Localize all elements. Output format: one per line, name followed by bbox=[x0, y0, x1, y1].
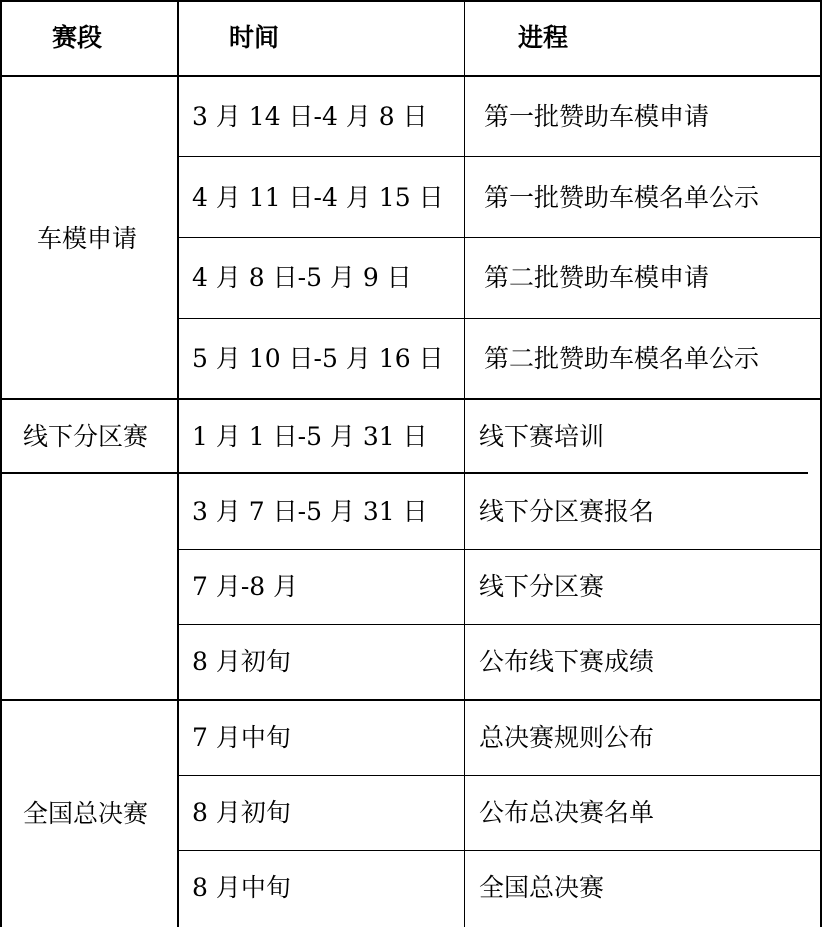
time-cell: 3 月 14 日-4 月 8 日 bbox=[192, 102, 428, 131]
time-cell: 1 月 1 日-5 月 31 日 bbox=[192, 422, 428, 451]
progress-cell: 第二批赞助车模名单公示 bbox=[484, 344, 760, 373]
stage-cell: 线下分区赛 bbox=[23, 422, 149, 451]
header-progress: 进程 bbox=[518, 23, 569, 52]
progress-cell: 线下分区赛 bbox=[479, 572, 605, 601]
time-cell: 4 月 11 日-4 月 15 日 bbox=[192, 183, 444, 212]
row-divider bbox=[178, 318, 822, 319]
row-divider bbox=[178, 237, 822, 238]
header-time: 时间 bbox=[229, 23, 280, 52]
column-divider bbox=[464, 0, 465, 927]
time-cell: 8 月初旬 bbox=[192, 798, 291, 827]
time-cell: 5 月 10 日-5 月 16 日 bbox=[192, 344, 444, 373]
group-divider bbox=[0, 472, 808, 474]
group-divider bbox=[0, 699, 822, 701]
progress-cell: 第一批赞助车模申请 bbox=[484, 102, 710, 131]
progress-cell: 全国总决赛 bbox=[479, 873, 605, 902]
table-border-top bbox=[0, 0, 822, 2]
table-border-left bbox=[0, 0, 2, 927]
column-divider bbox=[177, 0, 179, 927]
group-divider bbox=[0, 398, 822, 400]
header-stage: 赛段 bbox=[52, 23, 103, 52]
progress-cell: 线下分区赛报名 bbox=[479, 497, 655, 526]
progress-cell: 总决赛规则公布 bbox=[479, 723, 655, 752]
row-divider bbox=[178, 850, 822, 851]
header-divider bbox=[0, 75, 822, 77]
progress-cell: 第二批赞助车模申请 bbox=[484, 263, 710, 292]
progress-cell: 公布总决赛名单 bbox=[479, 798, 655, 827]
time-cell: 8 月中旬 bbox=[192, 873, 291, 902]
stage-cell: 全国总决赛 bbox=[23, 799, 149, 828]
row-divider bbox=[178, 549, 822, 550]
row-divider bbox=[178, 775, 822, 776]
stage-cell: 车模申请 bbox=[37, 224, 138, 253]
time-cell: 7 月中旬 bbox=[192, 723, 291, 752]
progress-cell: 线下赛培训 bbox=[479, 422, 605, 451]
time-cell: 8 月初旬 bbox=[192, 647, 291, 676]
progress-cell: 第一批赞助车模名单公示 bbox=[484, 183, 760, 212]
time-cell: 3 月 7 日-5 月 31 日 bbox=[192, 497, 428, 526]
progress-cell: 公布线下赛成绩 bbox=[479, 647, 655, 676]
time-cell: 4 月 8 日-5 月 9 日 bbox=[192, 263, 412, 292]
time-cell: 7 月-8 月 bbox=[192, 572, 299, 601]
row-divider bbox=[178, 624, 822, 625]
row-divider bbox=[178, 156, 822, 157]
